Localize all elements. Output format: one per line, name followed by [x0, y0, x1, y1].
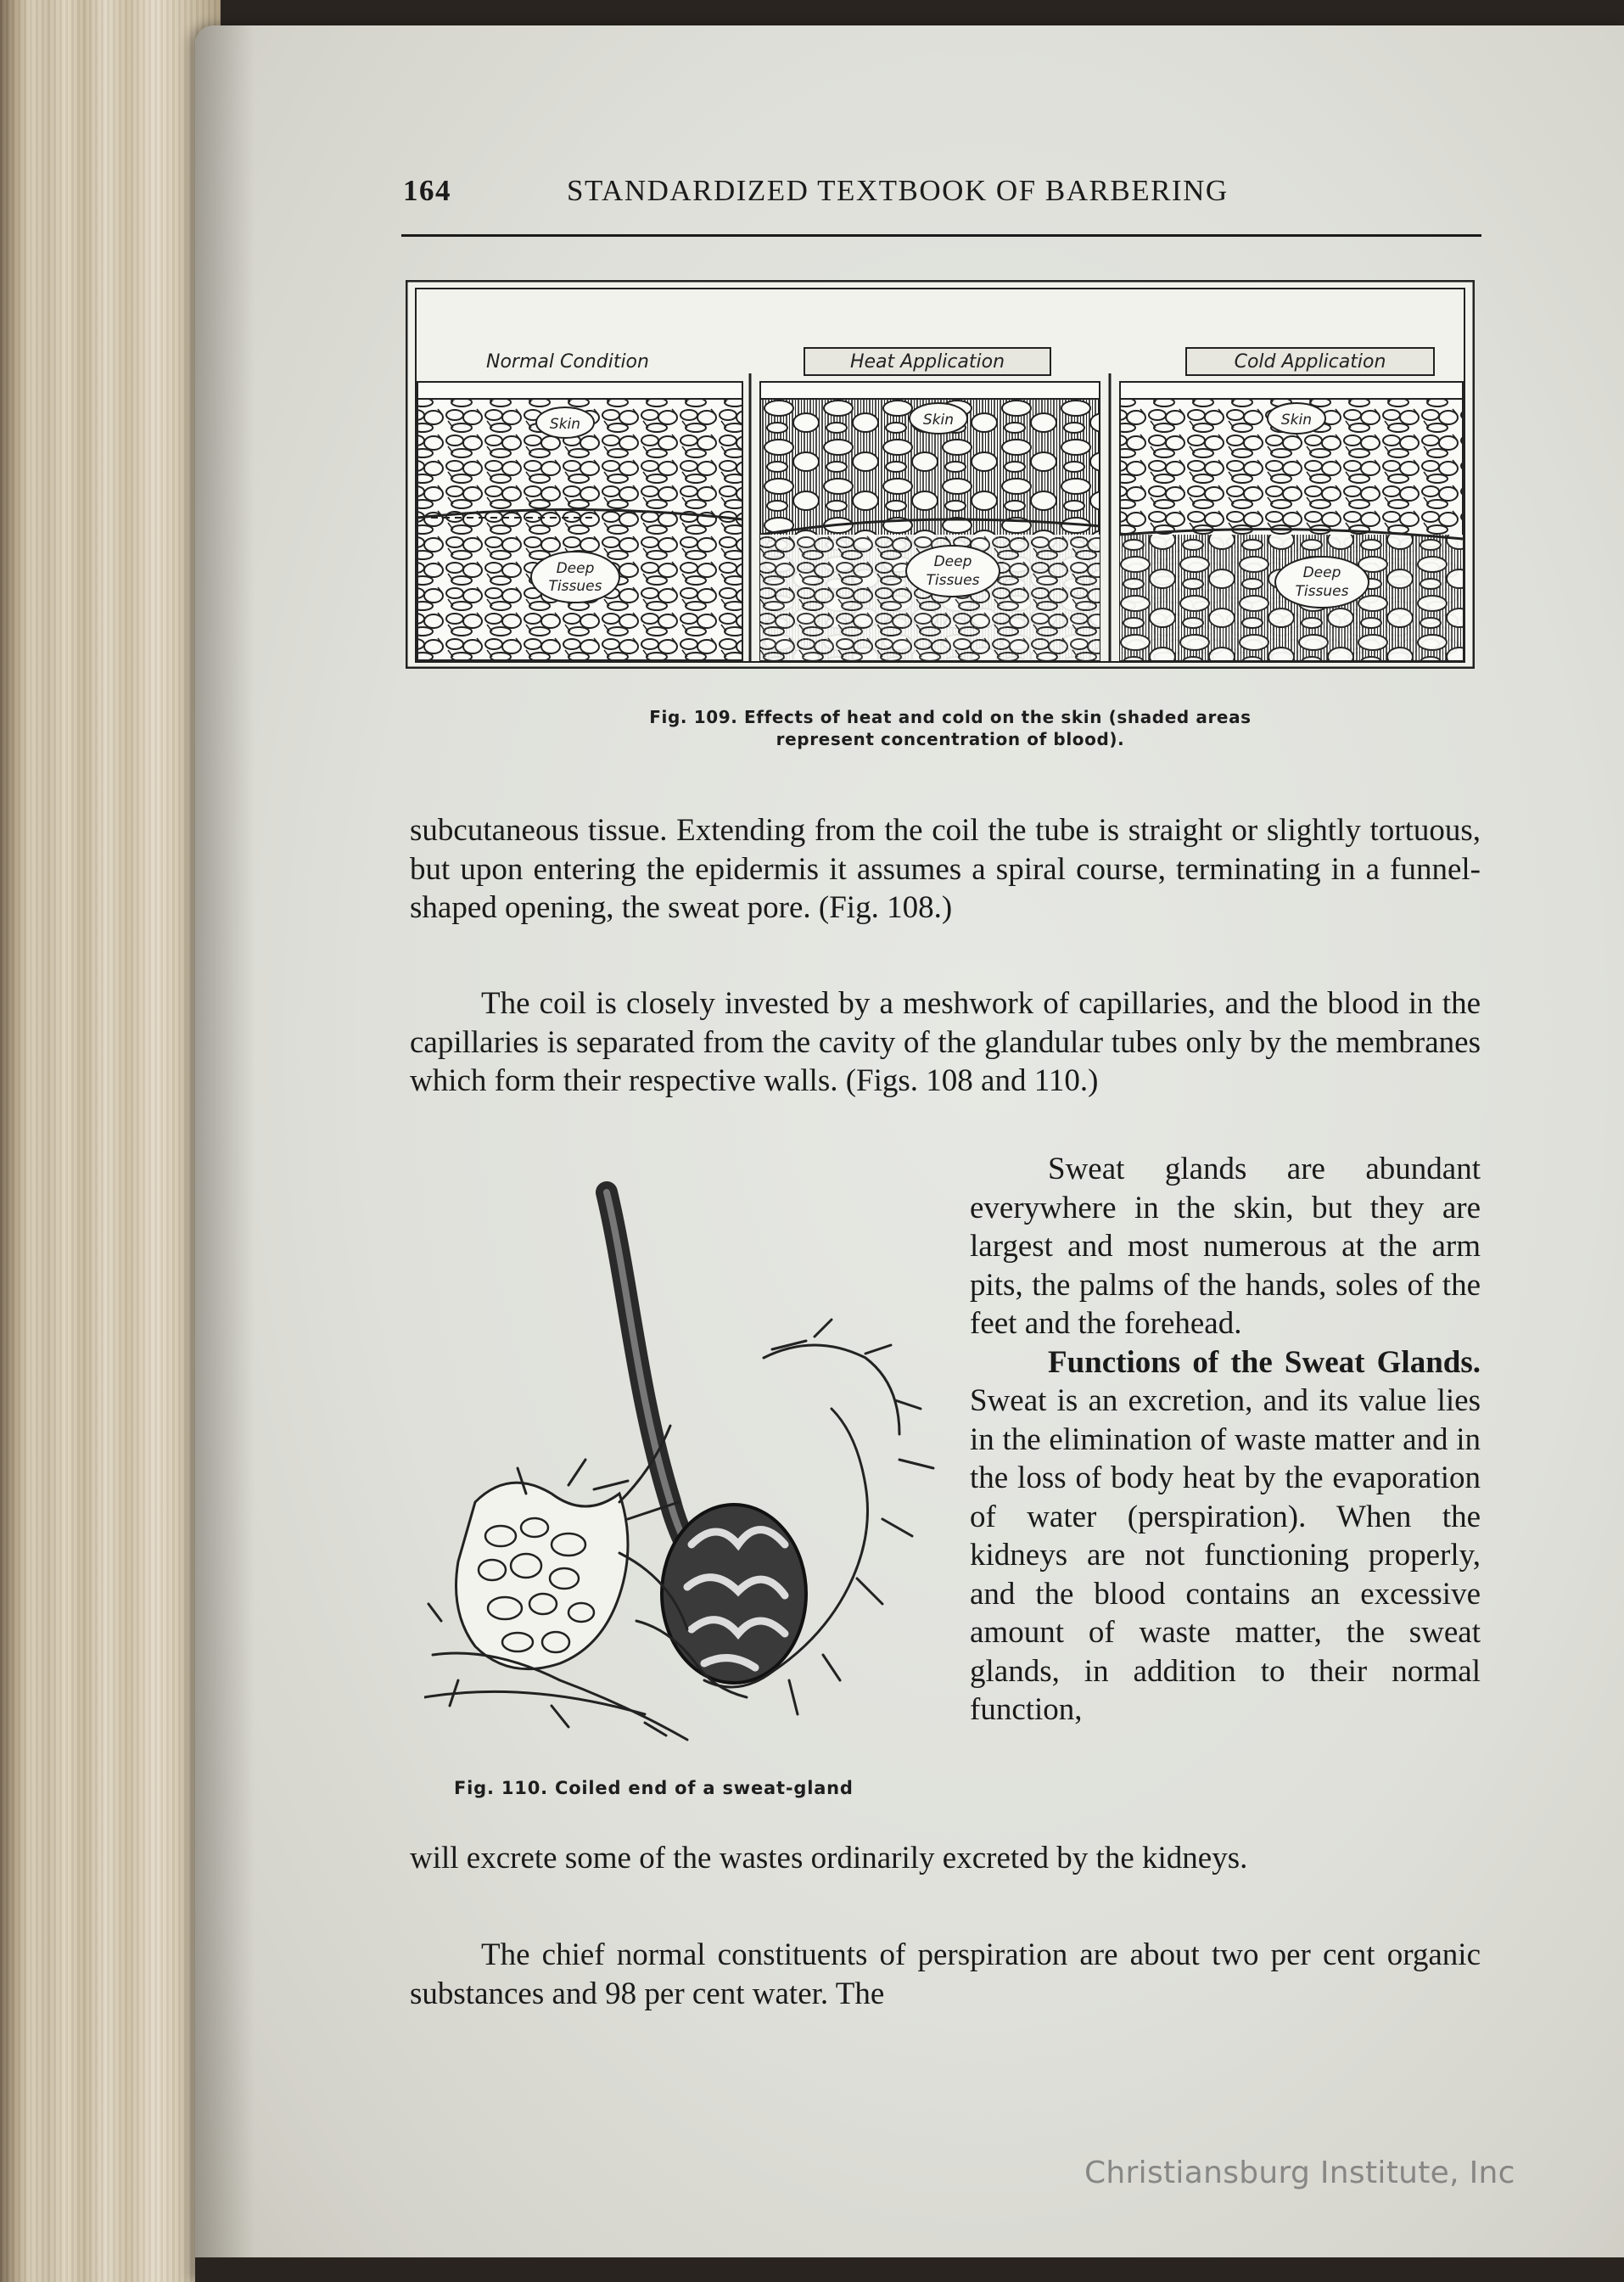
section-heading-functions: Functions of the Sweat Glands. [1048, 1344, 1481, 1380]
figure-110 [424, 1180, 950, 1765]
paragraph-5 [410, 1936, 1481, 2013]
panel-title-normal: Normal Condition [486, 351, 649, 373]
page-number: 164 [403, 174, 451, 207]
paragraph-1: subcutaneous tissue. Extending from the coil the tube is straight or slightly tortuous, but upon entering the epidermis it assumes a spiral course, terminating in a funnel-shaped opening, the sweat pore. (Fig. 108.) [410, 813, 1481, 925]
deep-label-2a: Deep [933, 553, 972, 570]
gutter-shadow [195, 25, 255, 2282]
figure-109-caption-line2: represent concentration of blood). [776, 729, 1125, 749]
side-column-text-b: Sweat is an excretion, and its value lies in the elimination of waste matter and in the loss of body heat by the evaporation of water (perspiration). When the kidneys are not functioning properly, and the blood contains an excessive amount of waste matter, the sweat glands, in addition to their normal function, [970, 1383, 1481, 1727]
panel-title-cold: Cold Application [1234, 351, 1386, 373]
deep-label-3b: Tissues [1295, 583, 1349, 600]
deep-label-3a: Deep [1302, 564, 1341, 581]
running-title: STANDARDIZED TEXTBOOK OF BARBERING [567, 174, 1229, 207]
paragraph-4: will excrete some of the wastes ordinarily excreted by the kidneys. [410, 1841, 1248, 1876]
side-column-text-a: Sweat glands are abundant everywhere in the skin, but they are largest and most numerous at the arm pits, the palms of the hands, soles of the feet and the forehead. [970, 1152, 1481, 1341]
panel-title-heat: Heat Application [849, 351, 1005, 373]
figure-109-caption-line1: Fig. 109. Effects of heat and cold on the skin (shaded areas [649, 707, 1252, 727]
paragraph-2-text: The coil is closely invested by a meshwork of capillaries, and the blood in the capillaries is separated from the cavity of the glandular tubes only by the membranes which form their respective walls. (Figs. 108 and 110.) [410, 986, 1481, 1098]
watermark: Christiansburg Institute, Inc [1084, 2156, 1515, 2190]
figure-109-caption [509, 706, 1392, 750]
header-rule [401, 234, 1481, 237]
skin-label-3: Skin [1280, 412, 1313, 429]
paragraph-2 [410, 984, 1481, 1101]
figure-110-caption: Fig. 110. Coiled end of a sweat-gland [454, 1778, 854, 1798]
deep-label-1a: Deep [556, 560, 595, 577]
book-page-edges [0, 0, 221, 2282]
skin-label-1: Skin [549, 416, 581, 433]
bottom-edge [195, 2257, 1624, 2282]
deep-label-2b: Tissues [926, 572, 980, 589]
paragraph-5-text: The chief normal constituents of perspiration are about two per cent organic substances and 98 per cent water. The [410, 1937, 1481, 2011]
figure-109 [406, 280, 1475, 669]
side-column [970, 1150, 1481, 1730]
deep-label-1b: Tissues [548, 578, 602, 595]
skin-label-2: Skin [922, 412, 955, 429]
